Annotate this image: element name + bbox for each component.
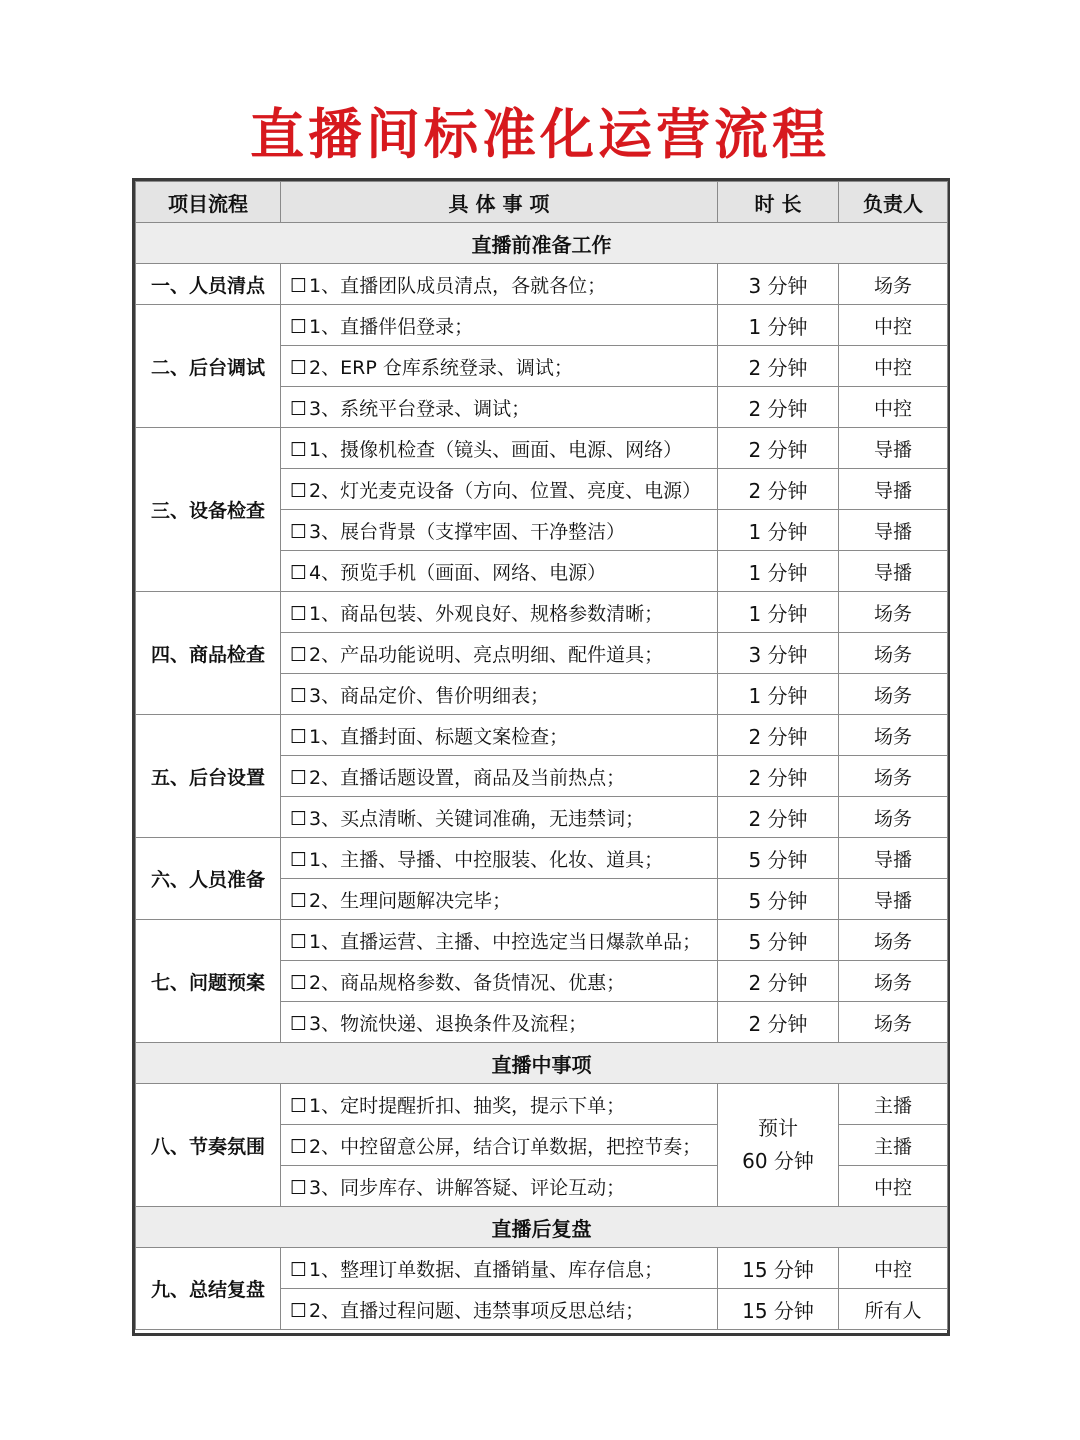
duration-cell: 1 分钟: [718, 551, 839, 592]
process-cell: 四、商品检查: [136, 592, 281, 715]
checkbox-icon[interactable]: ☐: [290, 1135, 308, 1158]
table-header-row: [136, 182, 948, 223]
section-row: [136, 223, 948, 264]
owner-cell: 场务: [839, 756, 948, 797]
owner-cell: 中控: [839, 1166, 948, 1207]
duration-cell: 2 分钟: [718, 797, 839, 838]
process-cell: 九、总结复盘: [136, 1248, 281, 1330]
item-text: 2、中控留意公屏，结合订单数据，把控节奏；: [309, 1135, 702, 1158]
item-text: 1、直播团队成员清点，各就各位；: [309, 274, 607, 297]
checkbox-icon[interactable]: ☐: [290, 971, 308, 994]
table-row: [136, 920, 948, 961]
owner-cell: 中控: [839, 387, 948, 428]
table-row: [136, 1084, 948, 1125]
owner-cell: 中控: [839, 305, 948, 346]
duration-cell: 3 分钟: [718, 264, 839, 305]
duration-cell: 2 分钟: [718, 469, 839, 510]
item-text: 1、直播封面、标题文案检查；: [309, 725, 569, 748]
item-cell: [281, 674, 718, 715]
item-text: 2、生理问题解决完毕；: [309, 889, 512, 912]
owner-cell: 场务: [839, 264, 948, 305]
owner-cell: 场务: [839, 961, 948, 1002]
checkbox-icon[interactable]: ☐: [290, 1299, 308, 1322]
item-text: 3、同步库存、讲解答疑、评论互动；: [309, 1176, 626, 1199]
item-cell: [281, 592, 718, 633]
checkbox-icon[interactable]: ☐: [290, 397, 308, 420]
duration-cell: 2 分钟: [718, 756, 839, 797]
item-cell: [281, 756, 718, 797]
header-owner: 负责人: [839, 182, 948, 223]
owner-cell: 导播: [839, 551, 948, 592]
item-text: 4、预览手机（画面、网络、电源）: [309, 561, 607, 584]
item-text: 3、商品定价、售价明细表；: [309, 684, 550, 707]
item-cell: [281, 920, 718, 961]
item-text: 2、商品规格参数、备货情况、优惠；: [309, 971, 626, 994]
checkbox-icon[interactable]: ☐: [290, 684, 308, 707]
duration-cell: 2 分钟: [718, 715, 839, 756]
process-cell: 六、人员准备: [136, 838, 281, 920]
owner-cell: 场务: [839, 1002, 948, 1043]
checkbox-icon[interactable]: ☐: [290, 1094, 308, 1117]
item-cell: [281, 387, 718, 428]
checkbox-icon[interactable]: ☐: [290, 561, 308, 584]
item-text: 2、灯光麦克设备（方向、位置、亮度、电源）: [309, 479, 702, 502]
section-row: [136, 1207, 948, 1248]
section-title: 直播后复盘: [136, 1207, 948, 1248]
item-text: 1、整理订单数据、直播销量、库存信息；: [309, 1258, 664, 1281]
item-text: 2、产品功能说明、亮点明细、配件道具；: [309, 643, 664, 666]
owner-cell: 中控: [839, 346, 948, 387]
owner-cell: 导播: [839, 879, 948, 920]
duration-cell: 3 分钟: [718, 633, 839, 674]
checkbox-icon[interactable]: ☐: [290, 479, 308, 502]
section-row: [136, 1043, 948, 1084]
item-text: 3、系统平台登录、调试；: [309, 397, 531, 420]
owner-cell: 场务: [839, 633, 948, 674]
item-cell: [281, 1248, 718, 1289]
process-table-frame: [132, 178, 950, 1336]
item-text: 1、直播运营、主播、中控选定当日爆款单品；: [309, 930, 702, 953]
item-text: 1、定时提醒折扣、抽奖，提示下单；: [309, 1094, 626, 1117]
checkbox-icon[interactable]: ☐: [290, 602, 308, 625]
table-row: [136, 264, 948, 305]
owner-cell: 场务: [839, 592, 948, 633]
section-title: 直播中事项: [136, 1043, 948, 1084]
page-title: 直播间标准化运营流程: [250, 103, 830, 166]
item-cell: [281, 510, 718, 551]
item-cell: [281, 469, 718, 510]
checkbox-icon[interactable]: ☐: [290, 438, 308, 461]
item-text: 2、直播过程问题、违禁事项反思总结；: [309, 1299, 645, 1322]
process-table: [135, 181, 948, 1330]
duration-cell: 5 分钟: [718, 838, 839, 879]
checkbox-icon[interactable]: ☐: [290, 889, 308, 912]
item-cell: [281, 1084, 718, 1125]
duration-line: 预计: [758, 1116, 798, 1140]
checkbox-icon[interactable]: ☐: [290, 807, 308, 830]
process-cell: 七、问题预案: [136, 920, 281, 1043]
item-text: 3、物流快递、退换条件及流程；: [309, 1012, 588, 1035]
section-title: 直播前准备工作: [136, 223, 948, 264]
item-cell: [281, 264, 718, 305]
owner-cell: 中控: [839, 1248, 948, 1289]
owner-cell: 场务: [839, 715, 948, 756]
table-body: [136, 223, 948, 1330]
item-cell: [281, 879, 718, 920]
table-row: [136, 715, 948, 756]
process-cell: 一、人员清点: [136, 264, 281, 305]
checkbox-icon[interactable]: ☐: [290, 274, 308, 297]
process-cell: 三、设备检查: [136, 428, 281, 592]
item-text: 3、买点清晰、关键词准确，无违禁词；: [309, 807, 645, 830]
table-row: [136, 1248, 948, 1289]
owner-cell: 场务: [839, 797, 948, 838]
checkbox-icon[interactable]: ☐: [290, 930, 308, 953]
table-row: [136, 305, 948, 346]
process-cell: 二、后台调试: [136, 305, 281, 428]
duration-cell: 15 分钟: [718, 1289, 839, 1330]
duration-cell: 2 分钟: [718, 387, 839, 428]
checkbox-icon[interactable]: ☐: [290, 643, 308, 666]
checkbox-icon[interactable]: ☐: [290, 520, 308, 543]
item-cell: [281, 346, 718, 387]
header-process: 项目流程: [136, 182, 281, 223]
duration-cell: 1 分钟: [718, 305, 839, 346]
checkbox-icon[interactable]: ☐: [290, 315, 308, 338]
owner-cell: 主播: [839, 1125, 948, 1166]
item-cell: [281, 633, 718, 674]
duration-cell: 5 分钟: [718, 879, 839, 920]
owner-cell: 主播: [839, 1084, 948, 1125]
item-text: 1、主播、导播、中控服装、化妆、道具；: [309, 848, 664, 871]
checkbox-icon[interactable]: ☐: [290, 1012, 308, 1035]
header-item: 具 体 事 项: [281, 182, 718, 223]
duration-cell: 2 分钟: [718, 961, 839, 1002]
checkbox-icon[interactable]: ☐: [290, 848, 308, 871]
duration-cell: 2 分钟: [718, 346, 839, 387]
duration-line: 60 分钟: [742, 1149, 814, 1173]
duration-cell: [718, 1084, 839, 1207]
table-row: [136, 592, 948, 633]
item-cell: [281, 1125, 718, 1166]
header-duration: 时 长: [718, 182, 839, 223]
duration-cell: 2 分钟: [718, 428, 839, 469]
duration-cell: 2 分钟: [718, 1002, 839, 1043]
item-text: 1、商品包装、外观良好、规格参数清晰；: [309, 602, 664, 625]
item-cell: [281, 838, 718, 879]
item-text: 2、直播话题设置，商品及当前热点；: [309, 766, 626, 789]
item-cell: [281, 305, 718, 346]
item-cell: [281, 797, 718, 838]
checkbox-icon[interactable]: ☐: [290, 725, 308, 748]
item-text: 1、摄像机检查（镜头、画面、电源、网络）: [309, 438, 683, 461]
duration-cell: 1 分钟: [718, 510, 839, 551]
item-cell: [281, 1289, 718, 1330]
item-cell: [281, 551, 718, 592]
owner-cell: 导播: [839, 838, 948, 879]
owner-cell: 导播: [839, 428, 948, 469]
item-cell: [281, 428, 718, 469]
owner-cell: 所有人: [839, 1289, 948, 1330]
table-row: [136, 838, 948, 879]
item-cell: [281, 1166, 718, 1207]
duration-cell: 15 分钟: [718, 1248, 839, 1289]
owner-cell: 导播: [839, 469, 948, 510]
item-text: 2、ERP 仓库系统登录、调试；: [309, 356, 573, 379]
owner-cell: 场务: [839, 674, 948, 715]
checkbox-icon[interactable]: ☐: [290, 766, 308, 789]
table-row: [136, 428, 948, 469]
item-cell: [281, 715, 718, 756]
process-cell: 五、后台设置: [136, 715, 281, 838]
owner-cell: 导播: [839, 510, 948, 551]
duration-cell: 1 分钟: [718, 674, 839, 715]
process-cell: 八、节奏氛围: [136, 1084, 281, 1207]
checkbox-icon[interactable]: ☐: [290, 356, 308, 379]
checkbox-icon[interactable]: ☐: [290, 1176, 308, 1199]
item-text: 1、直播伴侣登录；: [309, 315, 474, 338]
checkbox-icon[interactable]: ☐: [290, 1258, 308, 1281]
item-cell: [281, 1002, 718, 1043]
duration-cell: 1 分钟: [718, 592, 839, 633]
item-text: 3、展台背景（支撑牢固、干净整洁）: [309, 520, 626, 543]
owner-cell: 场务: [839, 920, 948, 961]
item-cell: [281, 961, 718, 1002]
duration-cell: 5 分钟: [718, 920, 839, 961]
